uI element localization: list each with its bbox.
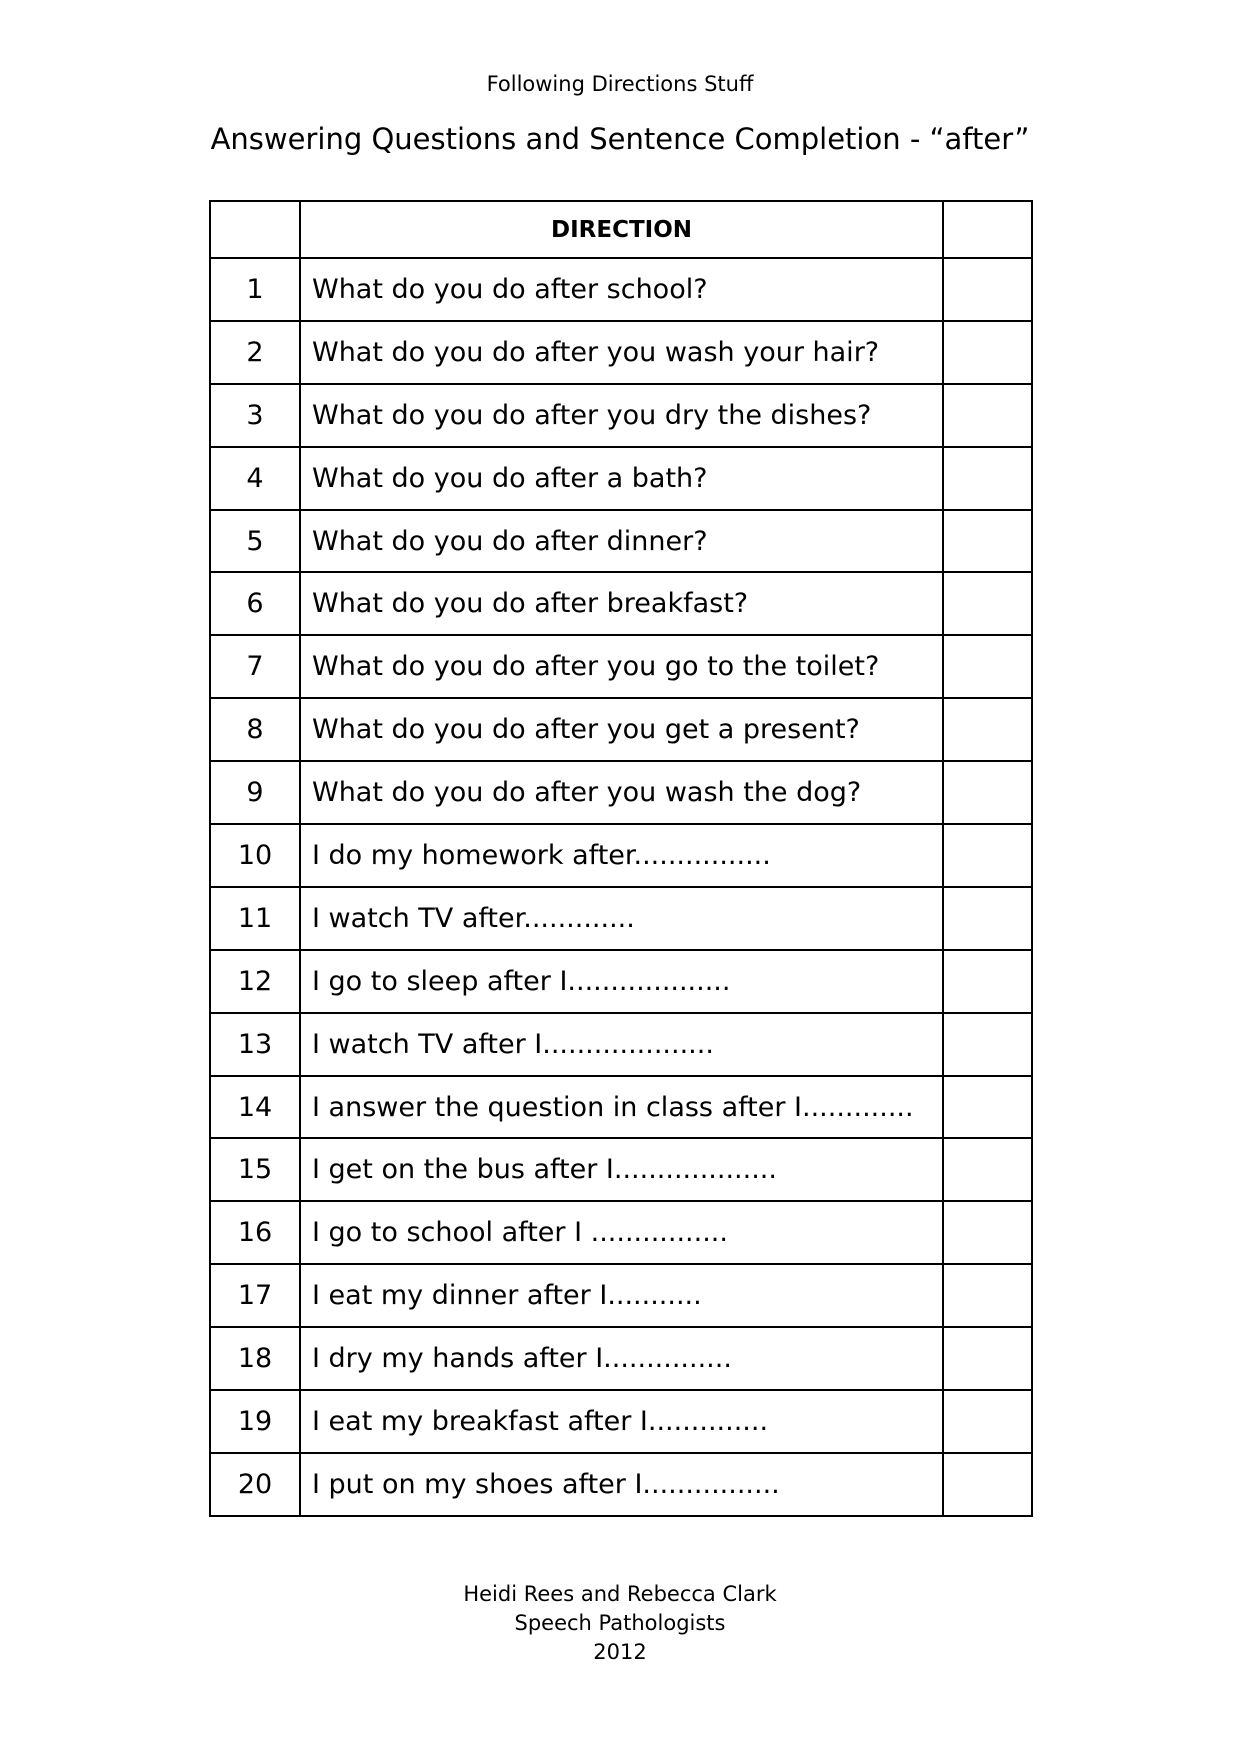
response-cell xyxy=(943,510,1032,573)
table-row xyxy=(210,321,1032,384)
direction-text: What do you do after you go to the toilet? xyxy=(300,635,943,698)
row-number: 11 xyxy=(210,887,300,950)
direction-text: I dry my hands after I............... xyxy=(300,1327,943,1390)
direction-text: What do you do after school? xyxy=(300,258,943,321)
direction-text: I do my homework after................ xyxy=(300,824,943,887)
direction-text: What do you do after you dry the dishes? xyxy=(300,384,943,447)
response-cell xyxy=(943,761,1032,824)
row-number: 18 xyxy=(210,1327,300,1390)
direction-text: I put on my shoes after I................ xyxy=(300,1453,943,1516)
table-row xyxy=(210,510,1032,573)
row-number: 6 xyxy=(210,572,300,635)
row-number: 14 xyxy=(210,1076,300,1139)
direction-text: I go to school after I ................ xyxy=(300,1201,943,1264)
header-number-cell xyxy=(210,201,300,258)
row-number: 13 xyxy=(210,1013,300,1076)
table-header-row xyxy=(210,201,1032,258)
response-cell xyxy=(943,887,1032,950)
response-cell xyxy=(943,1453,1032,1516)
row-number: 1 xyxy=(210,258,300,321)
direction-text: I watch TV after I.................... xyxy=(300,1013,943,1076)
direction-text: What do you do after dinner? xyxy=(300,510,943,573)
response-cell xyxy=(943,384,1032,447)
footer-authors: Heidi Rees and Rebecca Clark xyxy=(463,1582,777,1606)
row-number: 3 xyxy=(210,384,300,447)
row-number: 8 xyxy=(210,698,300,761)
direction-text: I eat my breakfast after I.............. xyxy=(300,1390,943,1453)
footer-role: Speech Pathologists xyxy=(514,1611,726,1635)
response-cell xyxy=(943,1076,1032,1139)
response-cell xyxy=(943,1013,1032,1076)
table-row xyxy=(210,761,1032,824)
response-cell xyxy=(943,447,1032,510)
table-row xyxy=(210,572,1032,635)
document-title: Answering Questions and Sentence Completion - “after” xyxy=(210,122,1030,156)
table-row xyxy=(210,887,1032,950)
row-number: 9 xyxy=(210,761,300,824)
table-row xyxy=(210,447,1032,510)
row-number: 16 xyxy=(210,1201,300,1264)
row-number: 4 xyxy=(210,447,300,510)
footer xyxy=(0,1580,1240,1667)
direction-text: What do you do after you get a present? xyxy=(300,698,943,761)
response-cell xyxy=(943,1390,1032,1453)
response-cell xyxy=(943,1264,1032,1327)
row-number: 2 xyxy=(210,321,300,384)
response-cell xyxy=(943,321,1032,384)
row-number: 7 xyxy=(210,635,300,698)
direction-text: What do you do after you wash your hair? xyxy=(300,321,943,384)
direction-text: I eat my dinner after I........... xyxy=(300,1264,943,1327)
response-cell xyxy=(943,698,1032,761)
row-number: 5 xyxy=(210,510,300,573)
direction-text: What do you do after breakfast? xyxy=(300,572,943,635)
table-row xyxy=(210,1264,1032,1327)
table-row xyxy=(210,1138,1032,1201)
direction-text: What do you do after a bath? xyxy=(300,447,943,510)
table-row xyxy=(210,384,1032,447)
response-cell xyxy=(943,635,1032,698)
direction-text: I get on the bus after I................... xyxy=(300,1138,943,1201)
response-cell xyxy=(943,572,1032,635)
table-row xyxy=(210,1201,1032,1264)
table-row xyxy=(210,824,1032,887)
direction-text: I watch TV after............. xyxy=(300,887,943,950)
document-header: Following Directions Stuff xyxy=(486,72,754,96)
response-cell xyxy=(943,1138,1032,1201)
direction-column-header: DIRECTION xyxy=(300,201,943,258)
table-row xyxy=(210,1453,1032,1516)
direction-text: I go to sleep after I................... xyxy=(300,950,943,1013)
table-row xyxy=(210,258,1032,321)
table-row xyxy=(210,698,1032,761)
table-row xyxy=(210,950,1032,1013)
table-row xyxy=(210,1390,1032,1453)
table-row xyxy=(210,635,1032,698)
direction-text: What do you do after you wash the dog? xyxy=(300,761,943,824)
response-cell xyxy=(943,824,1032,887)
header-check-cell xyxy=(943,201,1032,258)
table-row xyxy=(210,1076,1032,1139)
response-cell xyxy=(943,1201,1032,1264)
row-number: 15 xyxy=(210,1138,300,1201)
row-number: 10 xyxy=(210,824,300,887)
row-number: 20 xyxy=(210,1453,300,1516)
footer-year: 2012 xyxy=(593,1640,647,1664)
response-cell xyxy=(943,1327,1032,1390)
table-row xyxy=(210,1327,1032,1390)
directions-table xyxy=(209,200,1033,1517)
response-cell xyxy=(943,258,1032,321)
response-cell xyxy=(943,950,1032,1013)
table-row xyxy=(210,1013,1032,1076)
row-number: 17 xyxy=(210,1264,300,1327)
row-number: 19 xyxy=(210,1390,300,1453)
direction-text: I answer the question in class after I............. xyxy=(300,1076,943,1139)
row-number: 12 xyxy=(210,950,300,1013)
